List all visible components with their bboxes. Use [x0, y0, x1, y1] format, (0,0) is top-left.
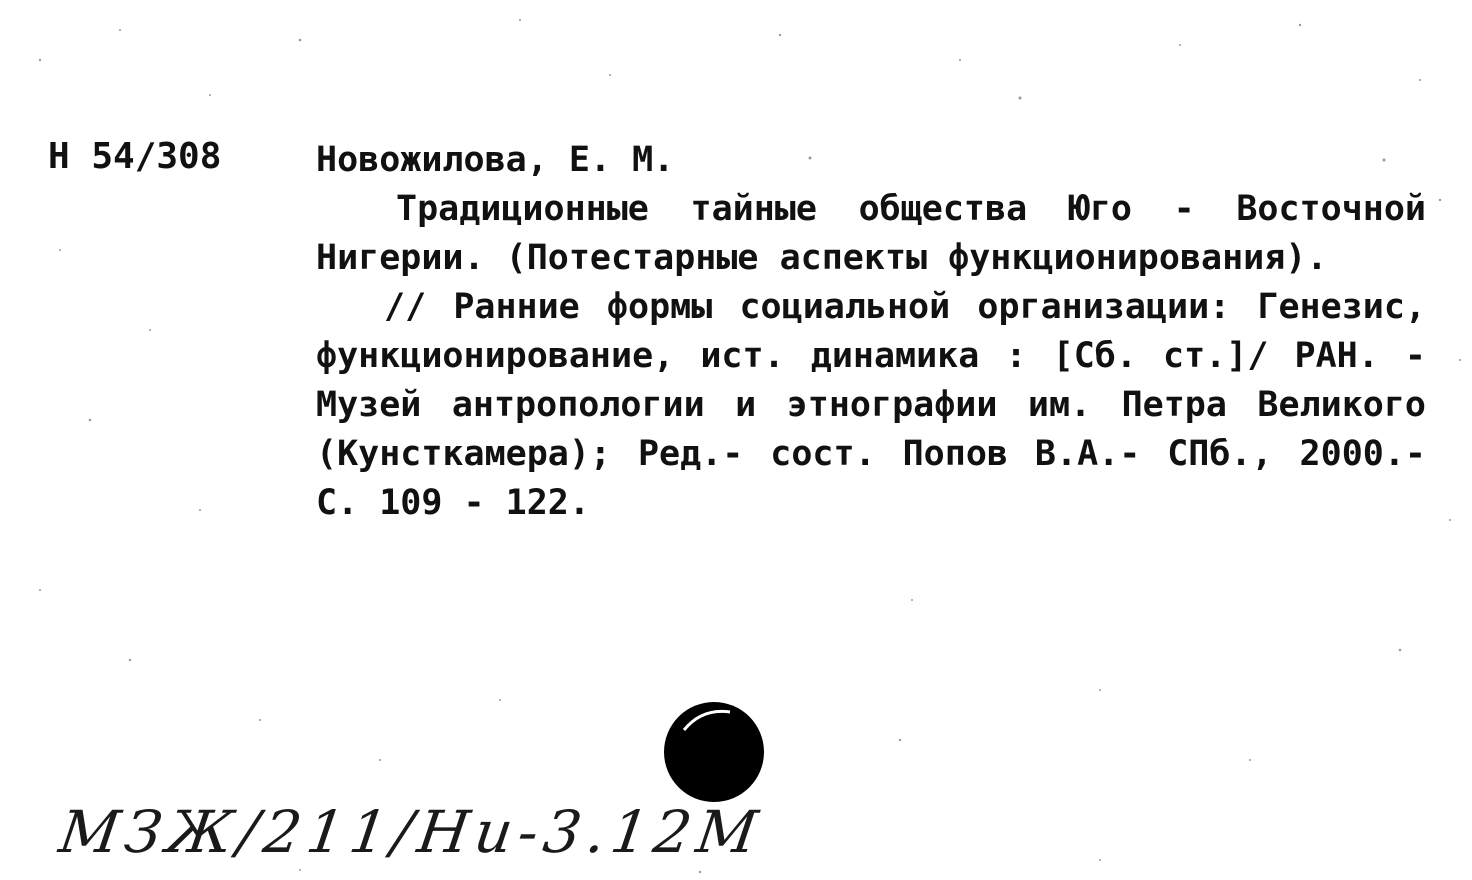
work-title: Традиционные тайные общества Юго - Восточной Нигерии. (Потестарные аспекты функционирования).: [316, 189, 1426, 278]
shelf-mark: Н 54/308: [48, 136, 222, 177]
bibliographic-entry: [316, 136, 1426, 528]
handwritten-code: МЗЖ/211/Ни-3.12М: [55, 798, 768, 866]
author: Новожилова, Е. М.: [316, 140, 675, 180]
punch-hole: [662, 700, 772, 810]
source-description: // Ранние формы социальной организации: Генезис, функционирование, ист. динамика : [Сб. ст.]/ РАН. - Музей антропологии и этнографии им. Петра Великого (Кунсткамера); Ред.- сост. Попов В.А.- СПб., 2000.-С. 109 - 122.: [316, 287, 1426, 523]
